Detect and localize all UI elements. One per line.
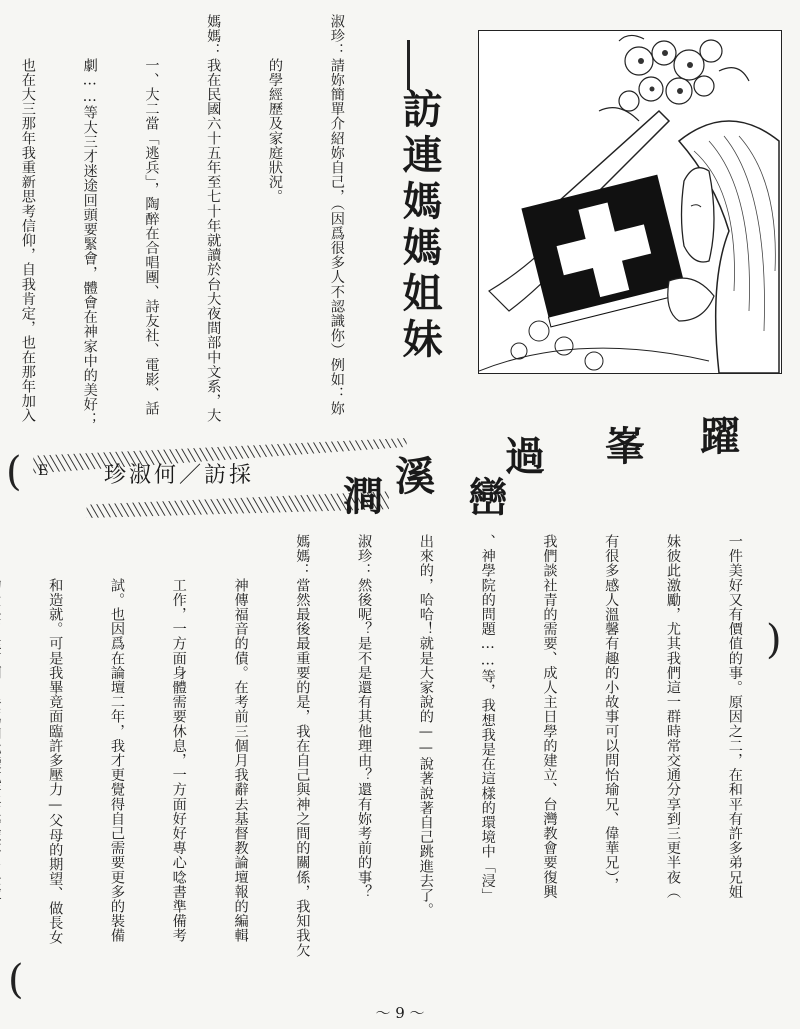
- text-col: 的學經歷及家庭狀況。: [267, 14, 284, 204]
- text-col: 和造就。可是我畢竟面臨許多壓力—父母的期望、做長女: [47, 534, 64, 945]
- text-col: 神傳福音的債。在考前三個月我辭去基督教論壇報的編輯: [232, 534, 249, 943]
- text-col: 出來的，哈哈！就是大家說的——說著說著自己跳進去了。: [417, 534, 434, 918]
- side-marker: E: [38, 463, 49, 479]
- text-col: 妹彼此激勵，尤其我們這一群時常交通分享到三更半夜（: [665, 534, 682, 899]
- text-col: 試。也因爲在論壇二年，我才更覺得自己需要更多的裝備: [109, 534, 125, 943]
- left-bracket-mark: (: [6, 449, 22, 495]
- text-col: 淑珍：然後呢？是不是還有其他理由？還有妳考前的事？: [356, 534, 373, 899]
- page-title: 訪連媽媽姐妹: [396, 88, 442, 364]
- text-col: 有很多感人溫馨有趣的小故事可以問怡瑜兄、偉華兄），: [603, 534, 620, 892]
- headline-char: 過: [505, 434, 545, 480]
- headline-char: 峯: [605, 424, 645, 470]
- right-bracket-mark: ): [766, 617, 782, 663]
- title-rule: [407, 40, 410, 90]
- text-col: 劇……等大三才迷途回頭要緊會，體會在神家中的美好；: [81, 14, 98, 427]
- text-col: 媽媽：我在民國六十五年至七十年就讀於台大夜間部中文系，大: [205, 14, 222, 423]
- text-col: 媽媽：當然最後最重要的是，我在自己與神之間的關係，我知我欠: [294, 534, 311, 958]
- text-col: [0, 534, 3, 992]
- text-col: 工作，一方面身體需要休息，一方面好好專心唸書準備考: [170, 534, 187, 943]
- article-upper-text: [19, 14, 388, 434]
- page-number: ～ 9 ～: [375, 1004, 425, 1022]
- text-col: 、神學院的問題……等，我想我是在這樣的環境中「浸」: [479, 534, 496, 903]
- text-col: 一、大二當「逃兵」，陶醉在合唱團、詩友社、電影、話: [143, 14, 160, 416]
- woman-reading-bible-icon: [479, 31, 781, 373]
- cross-book-illustration: [478, 30, 782, 374]
- text-col: 我們談社青的需要、成人主日學的建立、台灣教會要復興: [541, 534, 558, 899]
- text-col: 淑珍：請妳簡單介紹妳自己，（因爲很多人不認識你）例如：妳: [328, 14, 345, 416]
- headline-char: 躍: [700, 414, 740, 460]
- left-bracket-mark: (: [8, 957, 24, 1003]
- headline-char: 溪: [395, 454, 435, 500]
- text-col: 也在大三那年我重新思考信仰，自我肯定，也在那年加入: [19, 14, 36, 423]
- headline-inner-char: 巒: [468, 475, 508, 521]
- text-col: 一件美好又有價值的事。原因之二，在和平有許多弟兄姐: [726, 534, 743, 899]
- article-lower-text: [16, 534, 786, 992]
- byline: 珍淑何／訪採: [104, 463, 255, 488]
